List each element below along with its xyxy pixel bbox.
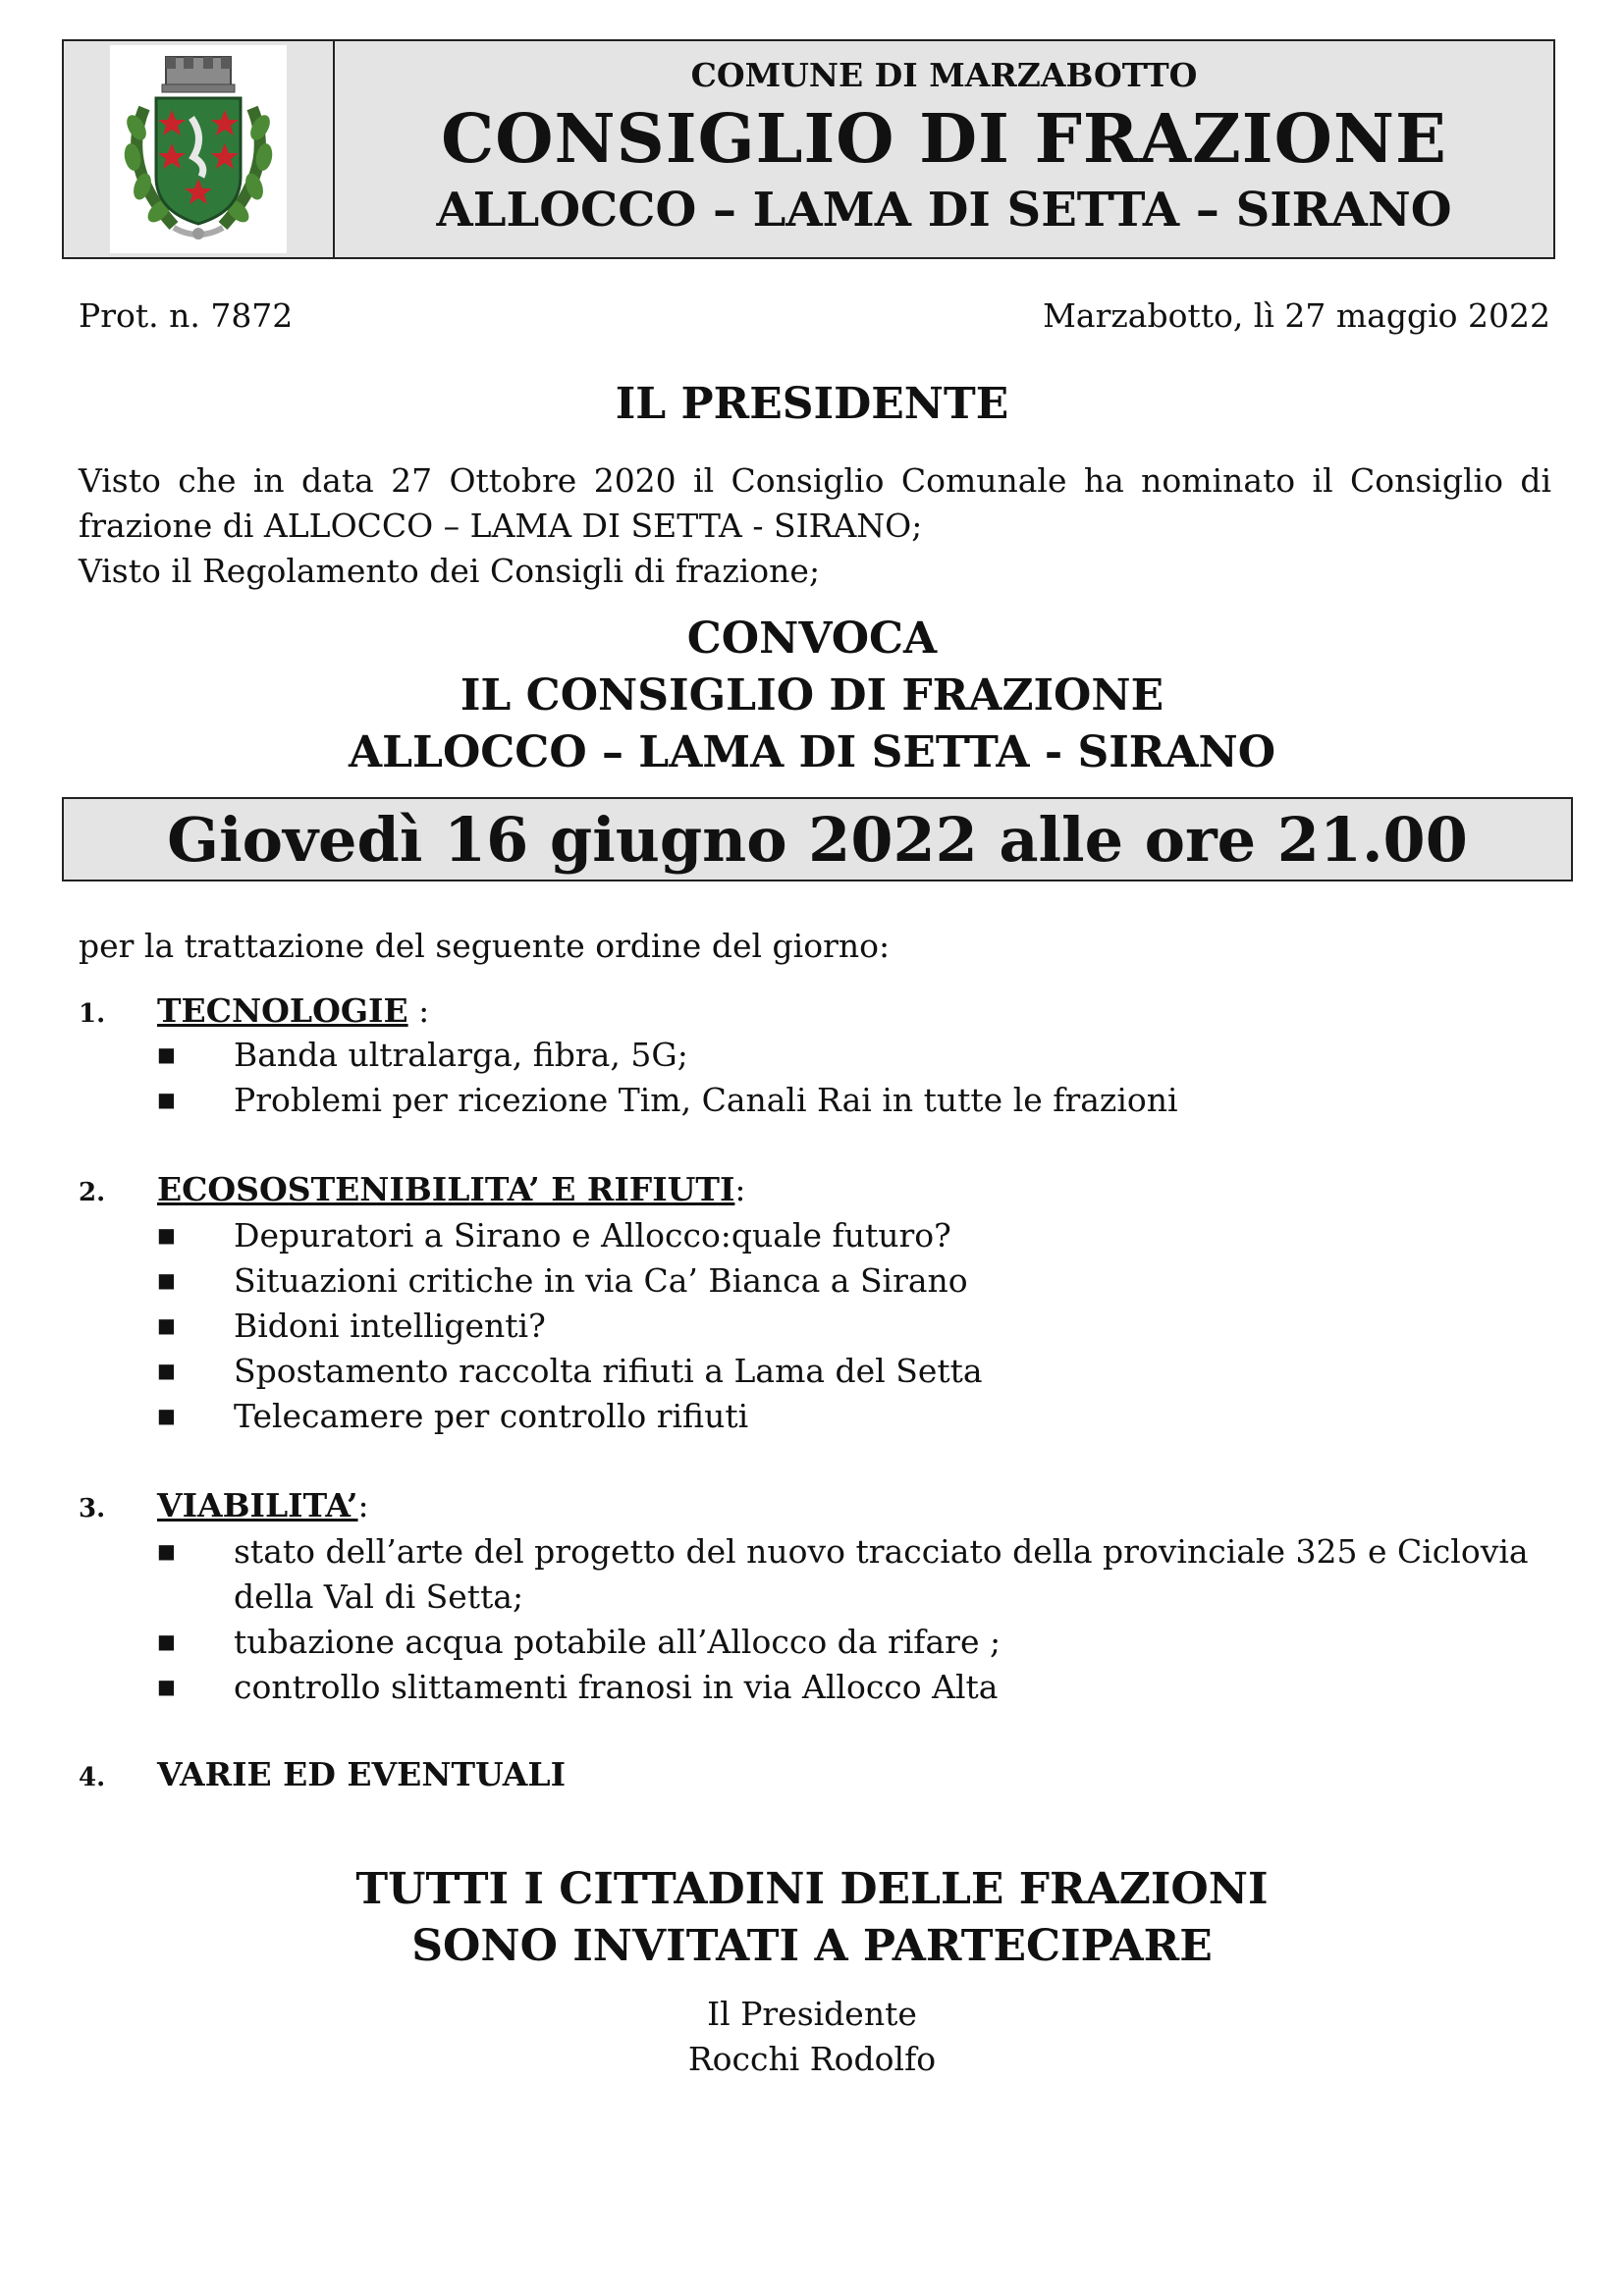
agenda-title-text: VARIE ED EVENTUALI: [157, 1755, 567, 1793]
agenda-title-suffix: :: [407, 991, 430, 1030]
agenda-bullet-continuation: della Val di Setta;: [234, 1577, 524, 1616]
agenda-title-suffix: :: [734, 1170, 746, 1208]
agenda-item-title: [157, 1170, 746, 1208]
closing-line-2: SONO INVITATI A PARTECIPARE: [411, 1921, 1213, 1971]
header-box: [62, 39, 1555, 259]
preamble-line-3: Visto il Regolamento dei Consigli di frazione;: [79, 552, 821, 590]
bullet-square-icon: ■: [157, 1088, 176, 1111]
frazioni-title: ALLOCCO – LAMA DI SETTA – SIRANO: [436, 182, 1452, 238]
bullet-square-icon: ■: [157, 1268, 176, 1292]
agenda-item-number: 4.: [79, 1763, 106, 1792]
signature-role: Il Presidente: [707, 1995, 917, 2033]
agenda-bullet: tubazione acqua potabile all’Allocco da rifare ;: [234, 1623, 1001, 1661]
meeting-date: Giovedì 16 giugno 2022 alle ore 21.00: [167, 803, 1468, 876]
agenda-intro: per la trattazione del seguente ordine del giorno:: [79, 927, 891, 965]
agenda-item-title: [157, 991, 429, 1030]
meeting-date-box: [62, 797, 1573, 881]
agenda-title-text: TECNOLOGIE: [157, 991, 408, 1030]
agenda-bullet: Telecamere per controllo rifiuti: [234, 1397, 749, 1435]
agenda-title-text: ECOSOSTENIBILITA’ E RIFIUTI: [157, 1170, 735, 1208]
bullet-square-icon: ■: [157, 1404, 176, 1427]
document-date: Marzabotto, lì 27 maggio 2022: [1043, 296, 1550, 335]
coat-of-arms-icon: [110, 45, 287, 253]
council-title: CONSIGLIO DI FRAZIONE: [441, 99, 1447, 179]
bullet-square-icon: ■: [157, 1223, 176, 1247]
agenda-item-number: 2.: [79, 1178, 106, 1207]
agenda-title-suffix: :: [357, 1486, 369, 1524]
protocol-number: Prot. n. 7872: [79, 296, 294, 335]
logo-cell: [64, 41, 335, 257]
bullet-square-icon: ■: [157, 1539, 176, 1563]
bullet-square-icon: ■: [157, 1675, 176, 1698]
agenda-bullet: Spostamento raccolta rifiuti a Lama del Setta: [234, 1352, 983, 1390]
agenda-item-number: 3.: [79, 1494, 106, 1523]
agenda-bullet: Situazioni critiche in via Ca’ Bianca a Sirano: [234, 1261, 968, 1300]
signature-name: Rocchi Rodolfo: [687, 2040, 937, 2078]
agenda-bullet: stato dell’arte del progetto del nuovo tracciato della provinciale 325 e Ciclovia: [234, 1532, 1529, 1571]
convoca-line-3: ALLOCCO – LAMA DI SETTA - SIRANO: [348, 727, 1276, 777]
convoca-line-1: CONVOCA: [686, 614, 938, 664]
preamble-line-2: frazione di ALLOCCO – LAMA DI SETTA - SIRANO;: [79, 507, 923, 545]
agenda-bullet: Banda ultralarga, fibra, 5G;: [234, 1036, 688, 1074]
agenda-bullet: controllo slittamenti franosi in via Allocco Alta: [234, 1668, 999, 1706]
bullet-square-icon: ■: [157, 1359, 176, 1382]
agenda-bullet: Problemi per ricezione Tim, Canali Rai in tutte le frazioni: [234, 1081, 1178, 1119]
bullet-square-icon: ■: [157, 1629, 176, 1653]
closing-line-1: TUTTI I CITTADINI DELLE FRAZIONI: [355, 1864, 1269, 1914]
agenda-bullet: Bidoni intelligenti?: [234, 1307, 546, 1345]
convoca-line-2: IL CONSIGLIO DI FRAZIONE: [460, 670, 1164, 721]
agenda-item-number: 1.: [79, 999, 106, 1029]
agenda-bullet: Depuratori a Sirano e Allocco:quale futuro?: [234, 1216, 951, 1255]
agenda-item-title: [157, 1486, 369, 1524]
header-title-cell: [335, 41, 1553, 257]
bullet-square-icon: ■: [157, 1042, 176, 1066]
presidente-heading: IL PRESIDENTE: [615, 379, 1009, 429]
bullet-square-icon: ■: [157, 1313, 176, 1337]
comune-name: COMUNE DI MARZABOTTO: [690, 55, 1198, 94]
agenda-title-text: VIABILITA’: [157, 1486, 358, 1524]
agenda-item-title: [157, 1755, 566, 1793]
preamble-line-1: Visto che in data 27 Ottobre 2020 il Consiglio Comunale ha nominato il Consiglio di: [79, 461, 1551, 500]
